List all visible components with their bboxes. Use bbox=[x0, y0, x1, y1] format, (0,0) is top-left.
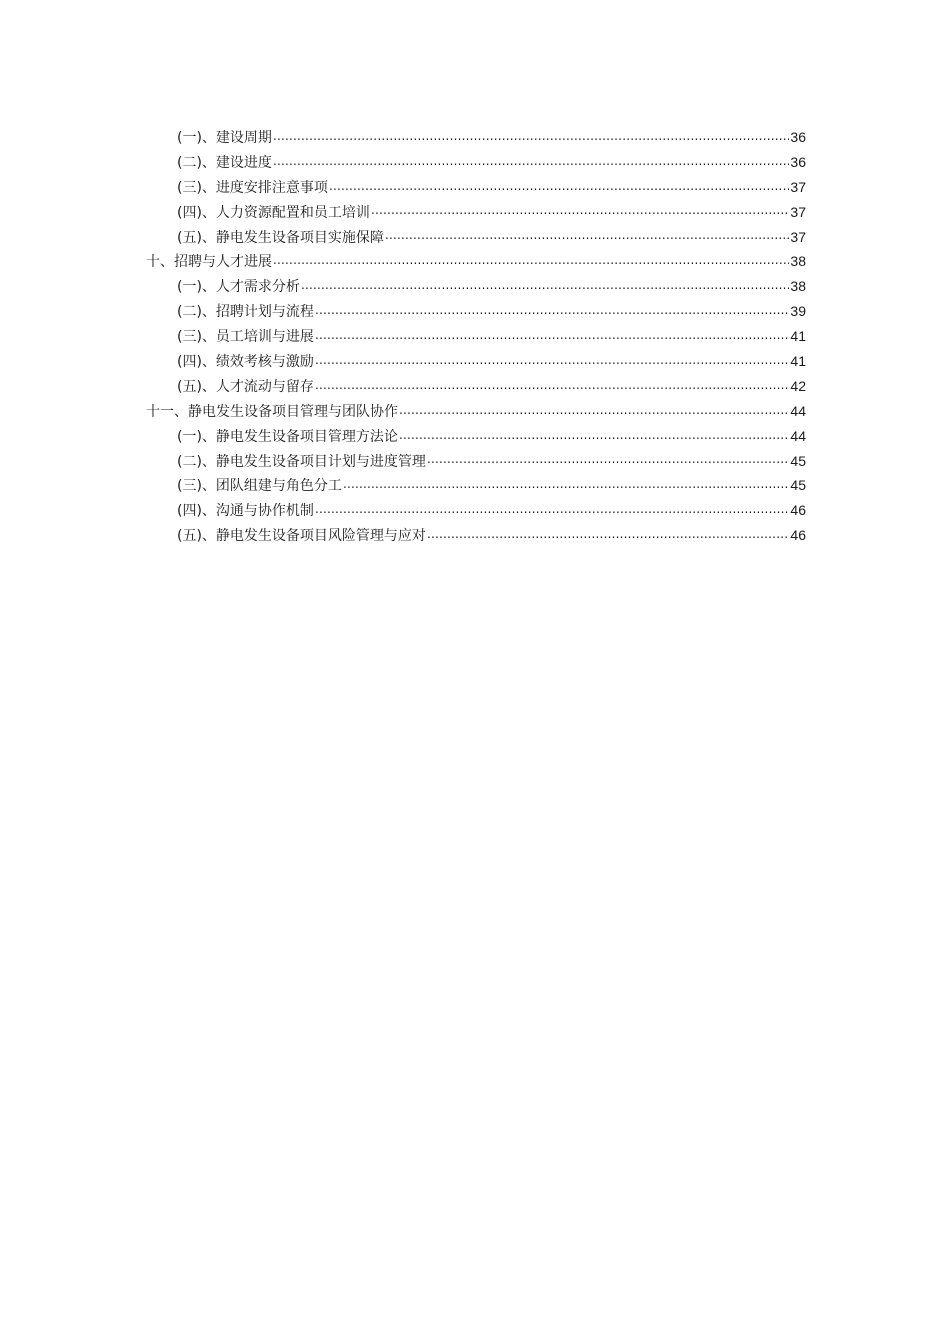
toc-entry-page: 37 bbox=[790, 178, 806, 195]
toc-chapter-entry[interactable] bbox=[146, 399, 806, 424]
toc-leader-dots bbox=[427, 452, 789, 466]
toc-entry-page: 41 bbox=[790, 353, 806, 370]
toc-leader-dots bbox=[315, 501, 789, 515]
toc-chapter-entry[interactable] bbox=[146, 249, 806, 274]
toc-leader-dots bbox=[385, 228, 789, 242]
toc-entry-title: (一)、人才需求分析 bbox=[177, 279, 300, 296]
toc-entry-page: 45 bbox=[790, 452, 806, 469]
toc-entry[interactable] bbox=[146, 200, 806, 225]
toc-entry-page: 46 bbox=[790, 502, 806, 519]
toc-entry-page: 44 bbox=[790, 427, 806, 444]
toc-entry[interactable] bbox=[146, 225, 806, 250]
toc-entry-page: 41 bbox=[790, 328, 806, 345]
toc-entry-title: (一)、建设周期 bbox=[177, 130, 272, 146]
toc-entry-page: 36 bbox=[790, 129, 806, 145]
toc-entry-title: 十一、静电发生设备项目管理与团队协作 bbox=[146, 403, 398, 420]
toc-entry-title: (四)、绩效考核与激励 bbox=[177, 354, 314, 371]
toc-entry-title: (四)、沟通与协作机制 bbox=[177, 503, 314, 520]
toc-leader-dots bbox=[315, 302, 789, 316]
toc-entry-page: 46 bbox=[790, 527, 806, 544]
toc-entry-title: (三)、员工培训与进展 bbox=[177, 329, 314, 346]
toc-entry-page: 44 bbox=[790, 402, 806, 419]
toc-entry[interactable] bbox=[146, 449, 806, 474]
table-of-contents bbox=[146, 125, 806, 548]
toc-entry[interactable] bbox=[146, 299, 806, 324]
toc-leader-dots bbox=[315, 327, 789, 341]
toc-entry-title: (二)、静电发生设备项目计划与进度管理 bbox=[177, 453, 426, 470]
toc-entry-title: (五)、人才流动与留存 bbox=[177, 378, 314, 395]
toc-entry[interactable] bbox=[146, 523, 806, 548]
toc-entry-page: 38 bbox=[790, 278, 806, 295]
toc-entry[interactable] bbox=[146, 274, 806, 299]
toc-entry-page: 38 bbox=[790, 253, 806, 270]
toc-entry-title: (一)、静电发生设备项目管理方法论 bbox=[177, 428, 398, 445]
toc-entry[interactable] bbox=[146, 349, 806, 374]
toc-entry-title: (二)、建设进度 bbox=[177, 154, 272, 171]
toc-entry-title: (四)、人力资源配置和员工培训 bbox=[177, 204, 370, 221]
toc-entry[interactable] bbox=[146, 424, 806, 449]
toc-entry-title: (二)、招聘计划与流程 bbox=[177, 304, 314, 321]
toc-entry[interactable] bbox=[146, 125, 806, 150]
toc-leader-dots bbox=[315, 377, 789, 391]
toc-leader-dots bbox=[399, 402, 789, 416]
toc-entry-title: (五)、静电发生设备项目风险管理与应对 bbox=[177, 528, 426, 545]
toc-leader-dots bbox=[427, 526, 789, 540]
toc-leader-dots bbox=[301, 277, 789, 291]
toc-entry[interactable] bbox=[146, 175, 806, 200]
toc-leader-dots bbox=[273, 252, 789, 266]
toc-leader-dots bbox=[329, 178, 789, 192]
toc-entry-title: (三)、进度安排注意事项 bbox=[177, 179, 328, 196]
toc-leader-dots bbox=[273, 153, 789, 167]
toc-entry-page: 39 bbox=[790, 303, 806, 320]
toc-entry[interactable] bbox=[146, 473, 806, 498]
toc-leader-dots bbox=[315, 352, 789, 366]
toc-entry[interactable] bbox=[146, 374, 806, 399]
toc-entry[interactable] bbox=[146, 324, 806, 349]
toc-entry-page: 37 bbox=[790, 203, 806, 220]
toc-entry-page: 36 bbox=[790, 153, 806, 170]
toc-leader-dots bbox=[343, 476, 789, 490]
toc-leader-dots bbox=[399, 427, 789, 441]
toc-leader-dots bbox=[371, 203, 789, 217]
toc-entry[interactable] bbox=[146, 498, 806, 523]
toc-entry[interactable] bbox=[146, 150, 806, 175]
toc-entry-page: 45 bbox=[790, 477, 806, 494]
toc-entry-title: (三)、团队组建与角色分工 bbox=[177, 478, 342, 495]
toc-leader-dots bbox=[273, 128, 789, 142]
toc-entry-page: 37 bbox=[790, 228, 806, 245]
toc-entry-page: 42 bbox=[790, 377, 806, 394]
toc-entry-title: (五)、静电发生设备项目实施保障 bbox=[177, 229, 384, 246]
toc-entry-title: 十、招聘与人才进展 bbox=[146, 254, 272, 271]
